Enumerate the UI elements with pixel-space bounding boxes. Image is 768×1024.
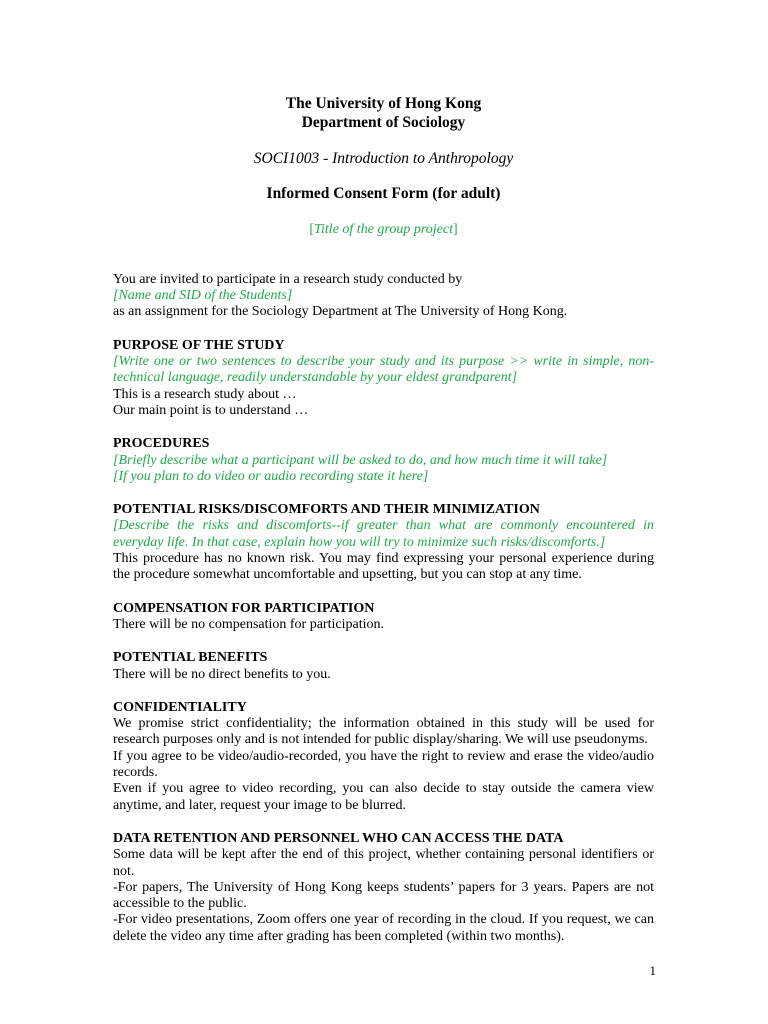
purpose-section: [113, 338, 654, 419]
page-number: 1: [649, 963, 656, 978]
benefits-section: [113, 650, 654, 683]
body-text: -For video presentations, Zoom offers one year of recording in the cloud. If you request, we can delete the video any time after grading has been completed (within two months).: [113, 912, 654, 944]
project-title-text: Title of the group project: [314, 221, 453, 237]
instruction-text: [Write one or two sentences to describe your study and its purpose >> write in simple, non-technical language, readily understandable by your eldest grandparent]: [113, 354, 654, 386]
project-title-placeholder: [113, 222, 654, 238]
instruction-text: [Describe the risks and discomforts--if greater than what are commonly encountered in everyday life. In that case, explain how you will try to minimize such risks/discomforts.]: [113, 518, 654, 550]
confidentiality-section: [113, 700, 654, 814]
body-text: There will be no compensation for participation.: [113, 616, 384, 632]
body-text: -For papers, The University of Hong Kong keeps students’ papers for 3 years. Papers are not accessible to the public.: [113, 879, 654, 912]
section-heading: POTENTIAL RISKS/DISCOMFORTS AND THEIR MINIMIZATION: [113, 502, 540, 518]
course-title: SOCI1003 - Introduction to Anthropology: [253, 150, 514, 167]
instruction-text: [If you plan to do video or audio recording state it here]: [113, 468, 429, 484]
risks-section: [113, 502, 654, 583]
university-name: The University of Hong Kong: [285, 95, 482, 112]
section-heading: DATA RETENTION AND PERSONNEL WHO CAN ACCESS THE DATA: [113, 830, 564, 846]
body-text: Even if you agree to video recording, you can also decide to stay outside the camera view anytime, and later, request your image to be blurred.: [113, 781, 654, 813]
intro-section: [113, 272, 654, 321]
consent-form-page: [113, 94, 654, 945]
body-text: There will be no direct benefits to you.: [113, 666, 331, 682]
section-heading: POTENTIAL BENEFITS: [113, 650, 268, 666]
body-text: If you agree to be video/audio-recorded, you have the right to review and erase the video/audio records.: [113, 748, 654, 781]
intro-line: You are invited to participate in a research study conducted by: [113, 271, 463, 287]
instruction-text: [Briefly describe what a participant will be asked to do, and how much time it will take]: [113, 452, 608, 468]
department-name: Department of Sociology: [301, 114, 466, 131]
data-retention-section: [113, 831, 654, 945]
section-heading: CONFIDENTIALITY: [113, 699, 247, 715]
students-placeholder: [Name and SID of the Students]: [113, 288, 293, 304]
body-text: This is a research study about …: [113, 386, 297, 402]
section-heading: PURPOSE OF THE STUDY: [113, 337, 285, 353]
form-title: Informed Consent Form (for adult): [266, 185, 501, 203]
compensation-section: [113, 601, 654, 634]
section-heading: COMPENSATION FOR PARTICIPATION: [113, 600, 375, 616]
intro-line: as an assignment for the Sociology Department at The University of Hong Kong.: [113, 304, 568, 320]
procedures-section: [113, 436, 654, 485]
body-text: We promise strict confidentiality; the information obtained in this study will be used for research purposes only and is not intended for public display/sharing. We will use pseudonyms.: [113, 716, 654, 748]
body-text: This procedure has no known risk. You may find expressing your personal experience during the procedure somewhat uncomfortable and upsetting, but you can stop at any time.: [113, 551, 654, 583]
body-text: Some data will be kept after the end of this project, whether containing personal identifiers or not.: [113, 847, 654, 879]
bracket-close: ]: [452, 221, 458, 237]
section-heading: PROCEDURES: [113, 436, 210, 452]
body-text: Our main point is to understand …: [113, 402, 309, 418]
document-header: [113, 94, 654, 132]
bracket-open: [: [309, 221, 315, 237]
